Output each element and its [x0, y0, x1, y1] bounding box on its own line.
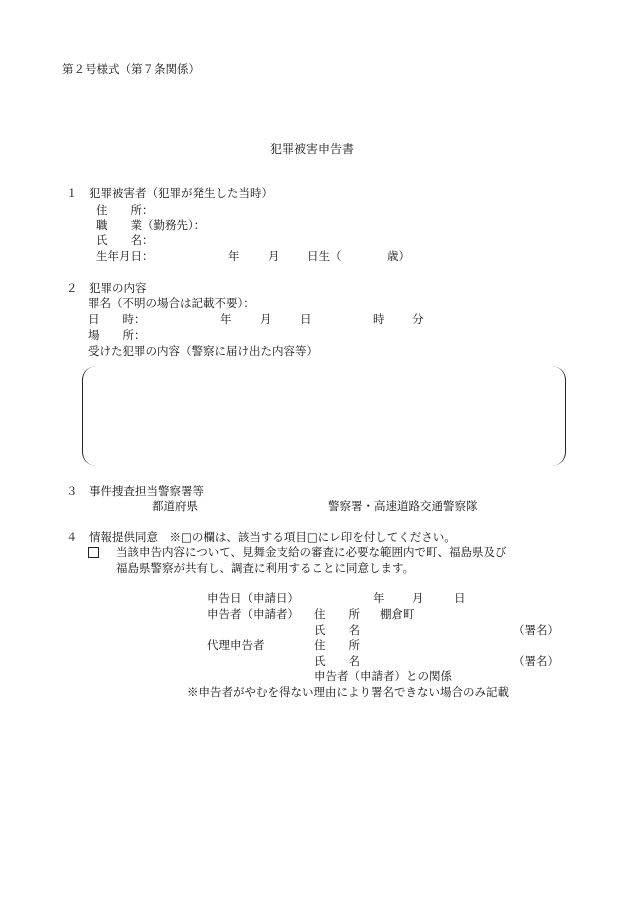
prefecture-label: 都道府県 — [152, 499, 198, 513]
applicant-name-label: 氏 名 — [314, 623, 360, 637]
form-number: 第２号様式（第７条関係） — [62, 62, 200, 76]
age-unit: 歳） — [387, 249, 410, 263]
agent-signature-mark: （署名） — [513, 654, 559, 668]
apply-date-year: 年 — [373, 591, 385, 605]
agent-address-label: 住 所 — [314, 638, 360, 652]
dt-year-unit: 年 — [220, 312, 232, 326]
victim-birthdate-label: 生年月日： — [96, 249, 154, 263]
victim-name-label: 氏 名： — [96, 233, 154, 247]
relation-label: 申告者（申請者）との関係 — [314, 669, 452, 683]
page-title: 犯罪被害申告書 — [270, 142, 355, 156]
applicant-address-label: 住 所 — [314, 607, 360, 621]
section1-heading: １ 犯罪被害者（犯罪が発生した当時） — [66, 186, 273, 200]
victim-address-label: 住 所： — [96, 203, 154, 217]
applicant-label: 申告者（申請者） — [207, 607, 299, 621]
consent-text-line1: 当該申告内容について、見舞金支給の審査に必要な範囲内で町、福島県及び — [116, 545, 507, 559]
agent-label: 代理申告者 — [207, 638, 265, 652]
consent-checkbox[interactable] — [88, 547, 99, 558]
section4-heading: ４ 情報提供同意 ※□の欄は、該当する項目□にレ印を付してください。 — [66, 530, 456, 544]
section2-heading: ２ 犯罪の内容 — [66, 281, 147, 295]
apply-date-label: 申告日（申請日） — [207, 591, 299, 605]
apply-date-month: 月 — [412, 591, 424, 605]
dt-month-unit: 月 — [260, 312, 272, 326]
dt-day-unit: 日 — [300, 312, 312, 326]
crime-content-label: 受けた犯罪の内容（警察に届け出た内容等） — [88, 344, 318, 358]
dt-hour-unit: 時 — [373, 312, 385, 326]
applicant-signature-mark: （署名） — [513, 623, 559, 637]
crime-content-field[interactable] — [82, 366, 566, 466]
dt-minute-unit: 分 — [412, 312, 424, 326]
consent-text-line2: 福島県警察が共有し、調査に利用することに同意します。 — [116, 561, 415, 575]
crime-name-label: 罪名（不明の場合は記載不要）： — [88, 296, 255, 310]
birth-day-unit: 日生（ — [307, 249, 342, 263]
crime-place-label: 場 所： — [88, 328, 146, 342]
birth-month-unit: 月 — [268, 249, 280, 263]
police-station-label: 警察署・高速道路交通警察隊 — [328, 499, 478, 513]
signature-note: ※申告者がやむを得ない理由により署名できない場合のみ記載 — [187, 685, 509, 699]
birth-year-unit: 年 — [228, 249, 240, 263]
section3-heading: ３ 事件捜査担当警察署等 — [66, 484, 204, 498]
agent-name-label: 氏 名 — [314, 654, 360, 668]
apply-date-day: 日 — [454, 591, 466, 605]
applicant-address-value: 棚倉町 — [380, 607, 415, 621]
victim-occupation-label: 職 業（勤務先）： — [96, 218, 206, 232]
crime-datetime-label: 日 時： — [88, 312, 146, 326]
